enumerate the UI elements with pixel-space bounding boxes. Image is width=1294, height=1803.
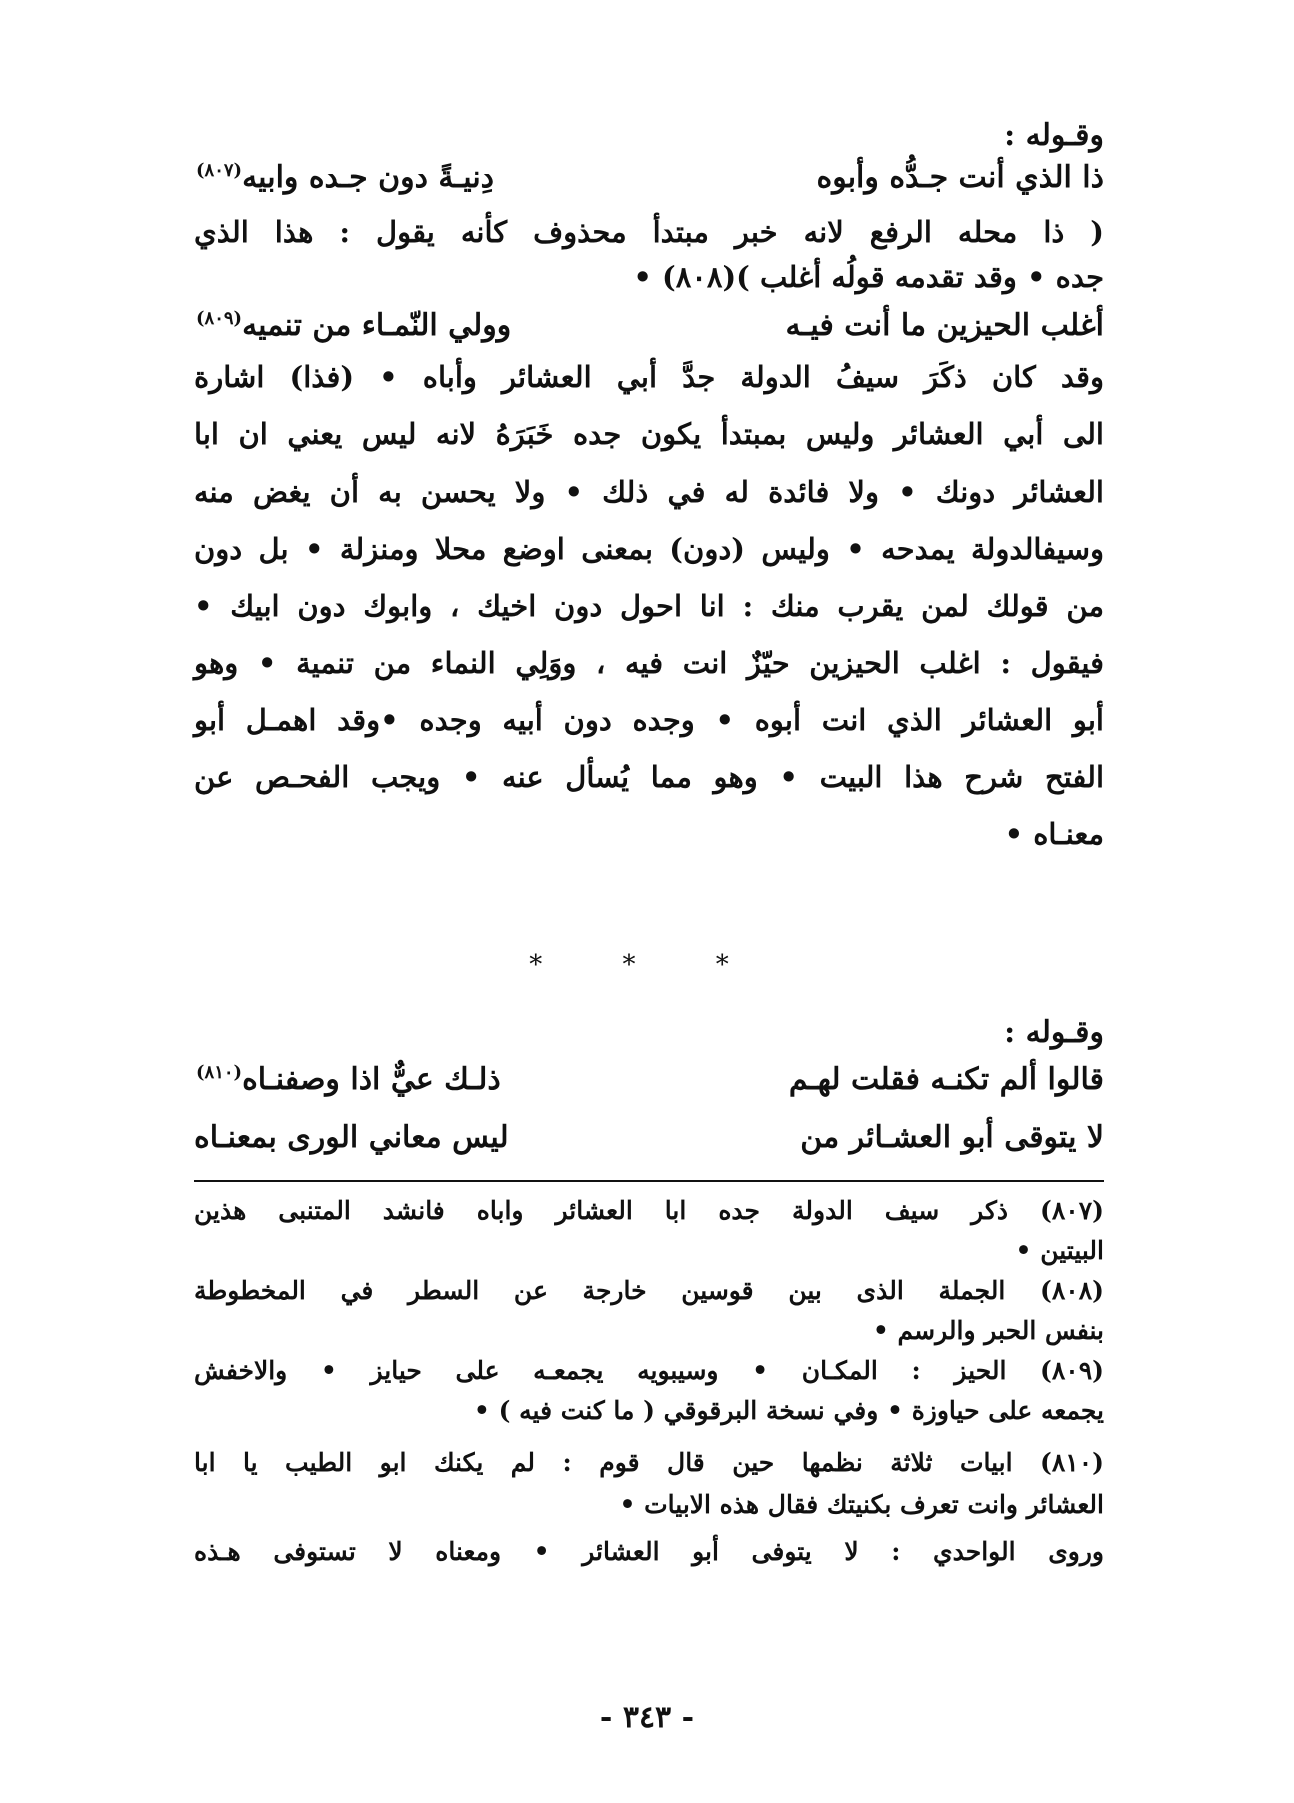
- verse-second-half-text: وولي النّمـاء من تنميه: [242, 308, 512, 343]
- footnote-line: (٨١٠) ابيات ثلاثة نظمها حين قال قوم : لم يكنك ابو الطيب يا ابا: [194, 1448, 1104, 1477]
- footnote-line: البيتين •: [1015, 1236, 1104, 1265]
- explanation-line: وسيفالدولة يمدحه • وليس (دون) بمعنى اوضع محلا ومنزلة • بل دون: [194, 532, 1104, 566]
- footnote-line: العشائر وانت تعرف بكنيتك فقال هذه الابيات •: [619, 1490, 1104, 1519]
- footnote-line: وروى الواحدي : لا يتوفى أبو العشائر • ومعناه لا تستوفى هـذه: [194, 1537, 1104, 1566]
- page-number: - ٣٤٣ -: [599, 1700, 695, 1735]
- footnote-ref: (٨٠٧): [196, 160, 243, 181]
- verse-807: [194, 160, 1104, 206]
- footnote-line: (٨٠٨) الجملة الذى بين قوسين خارجة عن السطر في المخطوطة: [194, 1276, 1104, 1305]
- verse-first-half-text: قالوا ألم تكنـه فقلت لهـم: [788, 1062, 1104, 1097]
- verse-first-half-text: لا يتوقى أبو العشـائر من: [800, 1120, 1104, 1155]
- explanation-line: العشائر دونك • ولا فائدة له في ذلك • ولا يحسن به أن يغض منه: [194, 475, 1104, 509]
- verse-first-half: [786, 308, 1104, 343]
- footnote-line: بنفس الحبر والرسم •: [872, 1316, 1104, 1345]
- verse-first-half: [816, 160, 1104, 195]
- verse-second-half-text: ذلـك عيٌّ اذا وصفنـاه: [242, 1062, 501, 1097]
- section-heading-2: وقـوله :: [1004, 1015, 1104, 1050]
- footnote-separator: [194, 1180, 1104, 1182]
- footnote-ref: (٨١٠): [196, 1062, 243, 1083]
- verse-809: [194, 308, 1104, 354]
- verse-second-half: [194, 1062, 501, 1097]
- verse-810: [194, 1062, 1104, 1108]
- verse-second-half-text: دِنيـةً دون جـده وابيه: [242, 160, 495, 195]
- section-divider: * * *: [529, 950, 765, 980]
- commentary-line: ( ذا محله الرفع لانه خبر مبتدأ محذوف كأنه يقول : هذا الذي: [194, 215, 1104, 249]
- verse-second-half: [194, 308, 511, 343]
- verse-first-half: [800, 1120, 1104, 1155]
- explanation-line: الفتح شرح هذا البيت • وهو مما يُسأل عنه • ويجب الفحـص عن: [194, 760, 1104, 794]
- footnote-line: يجمعه على حياوزة • وفي نسخة البرقوقي ( ما كنت فيه ) •: [473, 1396, 1104, 1425]
- verse-811: [194, 1120, 1104, 1166]
- footnote-ref: (٨٠٩): [196, 308, 243, 329]
- verse-first-half-text: أغلب الحيزين ما أنت فيـه: [785, 308, 1104, 343]
- explanation-line: الى أبي العشائر وليس بمبتدأ يكون جده خَبَرَهُ لانه ليس يعني ان ابا: [194, 417, 1104, 451]
- verse-second-half-text: ليس معاني الورى بمعنـاه: [194, 1120, 509, 1155]
- explanation-line: معنـاه •: [1004, 817, 1104, 851]
- explanation-line: فيقول : اغلب الحيزين حيّزٌ انت فيه ، ووَلِي النماء من تنمية • وهو: [194, 646, 1104, 680]
- section-heading-1: وقـوله :: [1004, 118, 1104, 153]
- verse-second-half: [194, 1120, 509, 1155]
- explanation-line: وقد كان ذكَرَ سيفُ الدولة جدَّ أبي العشائر وأباه • (فذا) اشارة: [194, 360, 1104, 394]
- explanation-line: من قولك لمن يقرب منك : انا احول دون اخيك ، وابوك دون ابيك •: [194, 589, 1104, 623]
- footnote-line: (٨٠٩) الحيز : المكـان • وسيبويه يجمعـه على حيايز • والاخفش: [194, 1356, 1104, 1385]
- explanation-line: أبو العشائر الذي انت أبوه • وجده دون أبيه وجده •وقد اهمـل أبو: [194, 703, 1104, 737]
- verse-second-half: [194, 160, 494, 195]
- verse-first-half: [789, 1062, 1104, 1097]
- footnote-line: (٨٠٧) ذكر سيف الدولة جده ابا العشائر واباه فانشد المتنبى هذين: [194, 1196, 1104, 1225]
- commentary-line: جده • وقد تقدمه قولُه أغلب )(٨٠٨) •: [633, 260, 1104, 294]
- verse-first-half-text: ذا الذي أنت جـدُّه وأبوه: [816, 160, 1104, 195]
